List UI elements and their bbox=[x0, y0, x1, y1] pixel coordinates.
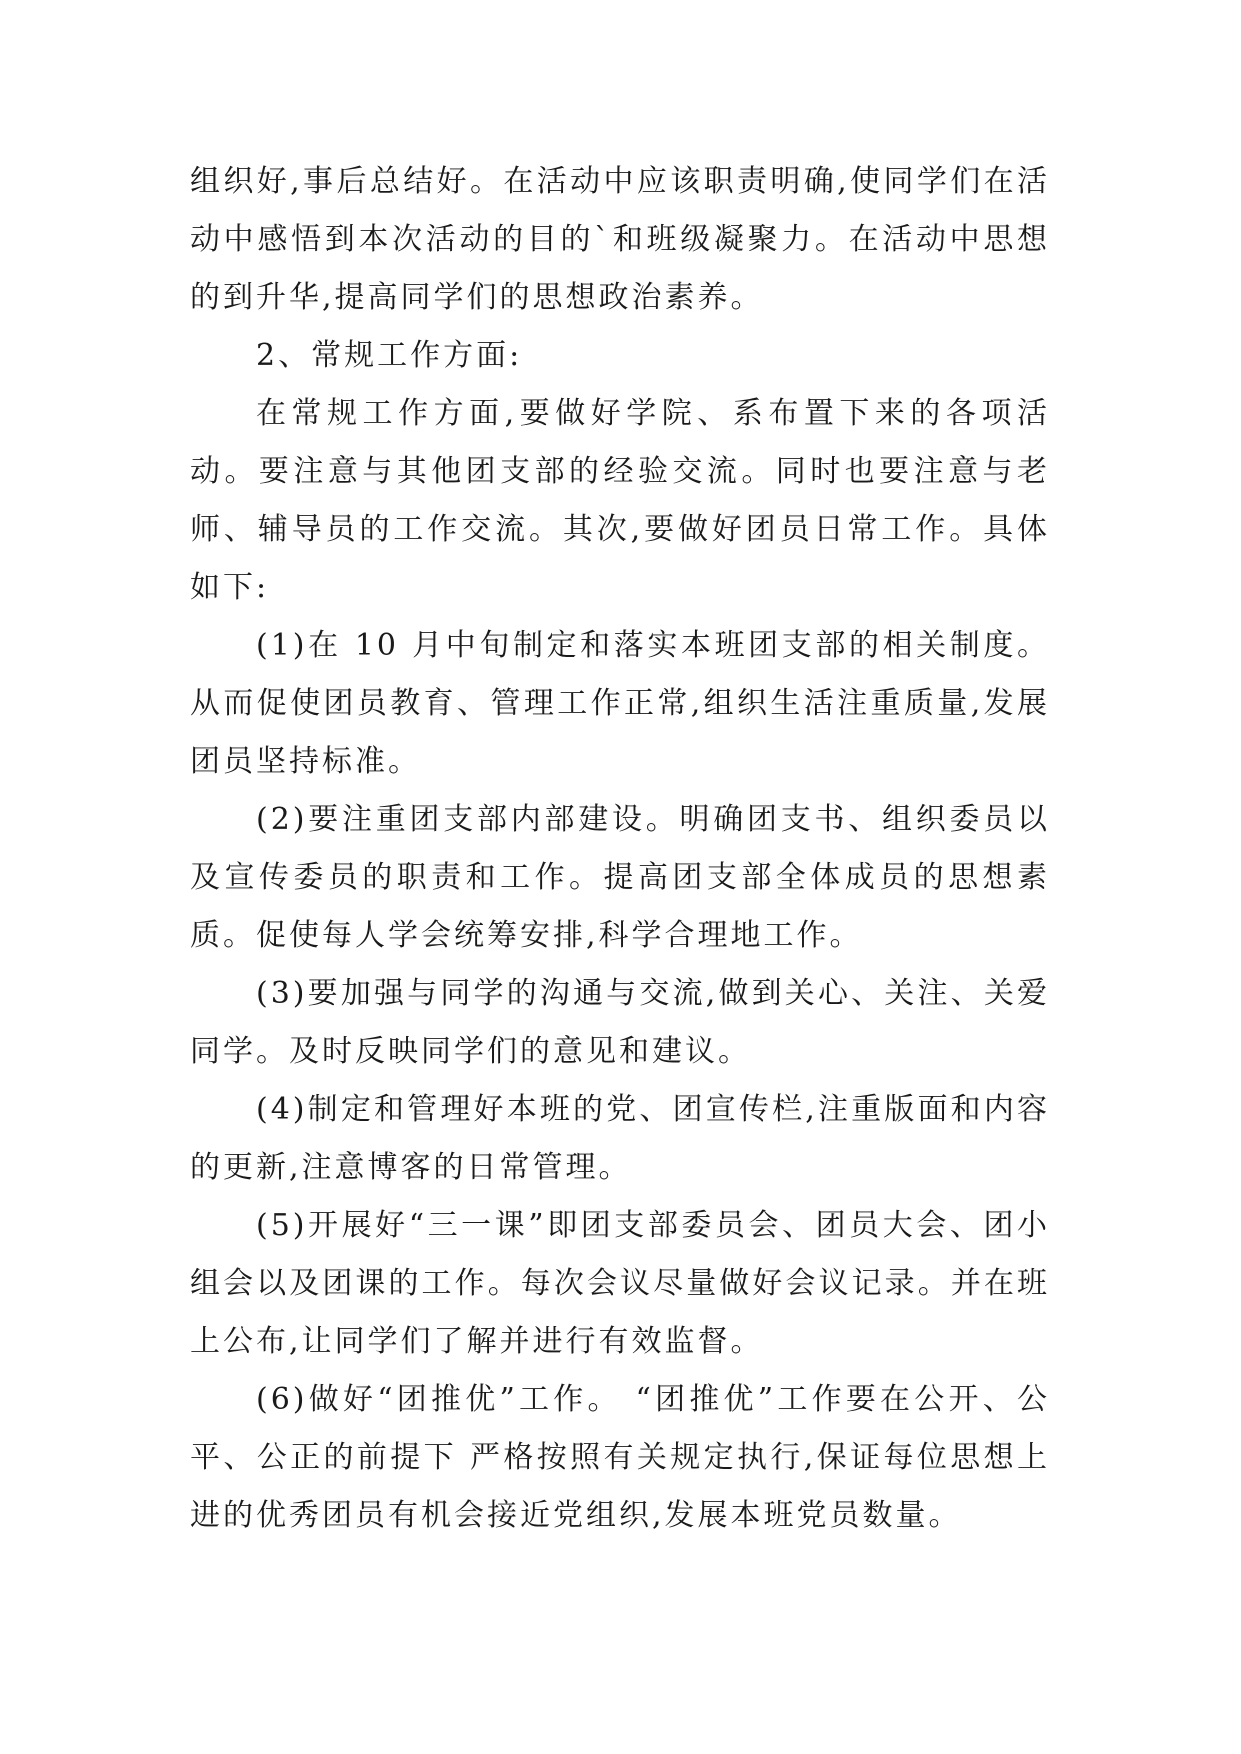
list-item-3: (3)要加强与同学的沟通与交流,做到关心、关注、关爱同学。及时反映同学们的意见和建议。 bbox=[190, 976, 1050, 1069]
list-item-5: (5)开展好“三一课”即团支部委员会、团员大会、团小组会以及团课的工作。每次会议尽量做好会议记录。并在班上公布,让同学们了解并进行有效监督。 bbox=[190, 1208, 1050, 1359]
document-body bbox=[190, 153, 1050, 1545]
list-item-4: (4)制定和管理好本班的党、团宣传栏,注重版面和内容的更新,注意博客的日常管理。 bbox=[190, 1092, 1050, 1185]
list-item-1: (1)在 10 月中旬制定和落实本班团支部的相关制度。从而促使团员教育、管理工作正常,组织生活注重质量,发展团员坚持标准。 bbox=[190, 628, 1050, 779]
list-item-2: (2)要注重团支部内部建设。明确团支书、组织委员以及宣传委员的职责和工作。提高团支部全体成员的思想素质。促使每人学会统筹安排,科学合理地工作。 bbox=[190, 802, 1050, 953]
paragraph-routine-work-intro: 在常规工作方面,要做好学院、系布置下来的各项活动。要注意与其他团支部的经验交流。同时也要注意与老师、辅导员的工作交流。其次,要做好团员日常工作。具体如下: bbox=[190, 396, 1050, 605]
list-item-6: (6)做好“团推优”工作。 “团推优”工作要在公开、公平、公正的前提下 严格按照有关规定执行,保证每位思想上进的优秀团员有机会接近党组织,发展本班党员数量。 bbox=[190, 1382, 1050, 1533]
paragraph-continuation: 组织好,事后总结好。在活动中应该职责明确,使同学们在活动中感悟到本次活动的目的`和班级凝聚力。在活动中思想的到升华,提高同学们的思想政治素养。 bbox=[190, 164, 1050, 315]
section-heading-routine-work: 2、常规工作方面: bbox=[256, 338, 523, 373]
